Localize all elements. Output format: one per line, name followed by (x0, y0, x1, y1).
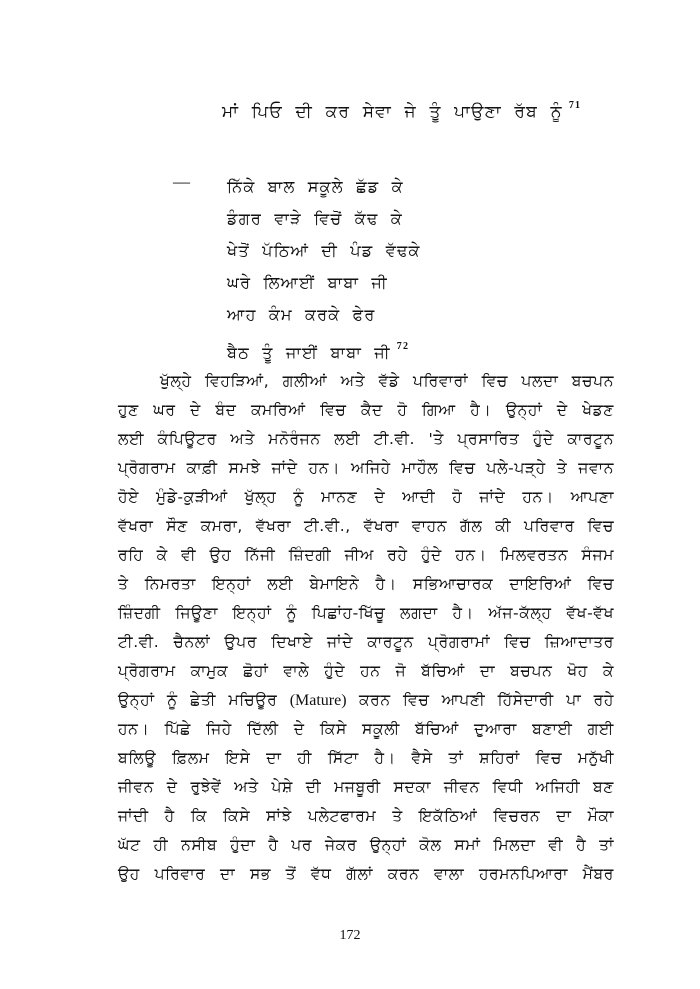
verse-line: ਘਰੇ ਲਿਆਈਂ ਬਾਬਾ ਜੀ (227, 273, 388, 292)
paragraph-line: ਉਹ ਪਰਿਵਾਰ ਦਾ ਸਭ ਤੋਂ ਵੱਧ ਗੱਲਾਂ ਕਰਨ ਵਾਲਾ ਹਰਮਨਪਿਆਰਾ ਮੈਂਬਰ (118, 865, 614, 883)
paragraph-line: ਰਹਿ ਕੇ ਵੀ ਉਹ ਨਿੱਜੀ ਜ਼ਿੰਦਗੀ ਜੀਅ ਰਹੇ ਹੁੰਦੇ ਹਨ। ਮਿਲਵਰਤਨ ਸੰਜਮ (118, 546, 614, 564)
paragraph-line: ਜਾਂਦੀ ਹੈ ਕਿ ਕਿਸੇ ਸਾਂਝੇ ਪਲੇਟਫਾਰਮ ਤੇ ਇਕੱਠਿਆਂ ਵਿਚਰਨ ਦਾ ਮੌਕਾ (118, 807, 614, 825)
verse-line-text: ਬੈਠ ਤੂੰ ਜਾਈਂ ਬਾਬਾ ਜੀ (227, 343, 391, 362)
english-term: (Mature) (289, 692, 347, 709)
footnote-marker: 72 (396, 341, 410, 352)
paragraph-line: ਟੀ.ਵੀ. ਚੈਨਲਾਂ ਉਪਰ ਦਿਖਾਏ ਜਾਂਦੇ ਕਾਰਟੂਨ ਪ੍ਰੋਗਰਾਮਾਂ ਵਿਚ ਜ਼ਿਆਦਾਤਰ (118, 633, 614, 651)
paragraph-line: ਜੀਵਨ ਦੇ ਰੁਝੇਵੇਂ ਅਤੇ ਪੇਸ਼ੇ ਦੀ ਮਜਬੂਰੀ ਸਦਕਾ ਜੀਵਨ ਵਿਧੀ ਅਜਿਹੀ ਬਣ (118, 778, 614, 796)
verse-line: ਡੰਗਰ ਵਾੜੇ ਵਿਚੋਂ ਕੱਢ ਕੇ (227, 209, 403, 228)
paragraph-line-mixed (118, 686, 614, 715)
paragraph-line: ਲਈ ਕੰਪਿਊਟਰ ਅਤੇ ਮਨੋਰੰਜਨ ਲਈ ਟੀ.ਵੀ. 'ਤੇ ਪ੍ਰਸਾਰਿਤ ਹੁੰਦੇ ਕਾਰਟੂਨ (118, 430, 614, 448)
paragraph-line: ਤੇ ਨਿਮਰਤਾ ਇਨ੍ਹਾਂ ਲਈ ਬੇਮਾਇਨੇ ਹੈ। ਸਭਿਆਚਾਰਕ ਦਾਇਰਿਆਂ ਵਿਚ (118, 575, 614, 593)
quote-line (222, 100, 581, 122)
verse-line-last (227, 331, 421, 363)
paragraph-line: ਹੁਣ ਘਰ ਦੇ ਬੰਦ ਕਮਰਿਆਂ ਵਿਚ ਕੈਦ ਹੋ ਗਿਆ ਹੈ। ਉਨ੍ਹਾਂ ਦੇ ਖੇਡਣ (118, 401, 614, 419)
paragraph-line: ਹੋਏ ਮੁੰਡੇ-ਕੁੜੀਆਂ ਖੁੱਲ੍ਹ ਨੂੰ ਮਾਨਣ ਦੇ ਆਦੀ ਹੋ ਜਾਂਦੇ ਹਨ। ਆਪਣਾ (118, 488, 614, 506)
paragraph-line: ਪ੍ਰੋਗਰਾਮ ਕਾਫ਼ੀ ਸਮਝੇ ਜਾਂਦੇ ਹਨ। ਅਜਿਹੇ ਮਾਹੌਲ ਵਿਚ ਪਲੇ-ਪੜ੍ਹੇ ਤੇ ਜਵਾਨ (118, 459, 614, 477)
text-segment: ਉਨ੍ਹਾਂ ਨੂੰ ਛੇਤੀ ਮਚਿਊਰ (118, 691, 290, 709)
paragraph-line: ਘੱਟ ਹੀ ਨਸੀਬ ਹੁੰਦਾ ਹੈ ਪਰ ਜੇਕਰ ਉਨ੍ਹਾਂ ਕੋਲ ਸਮਾਂ ਮਿਲਦਾ ਵੀ ਹੈ ਤਾਂ (118, 836, 614, 854)
page-number: 172 (339, 928, 361, 943)
footnote-marker: 71 (568, 100, 582, 111)
paragraph-line: ਹਨ। ਪਿੱਛੇ ਜਿਹੇ ਦਿੱਲੀ ਦੇ ਕਿਸੇ ਸਕੂਲੀ ਬੱਚਿਆਂ ਦੁਆਰਾ ਬਣਾਈ ਗਈ (118, 720, 614, 738)
verse-line: ਆਹ ਕੰਮ ਕਰਕੇ ਫੇਰ (227, 305, 376, 324)
paragraph-line: ਬਲਿਊ ਫ਼ਿਲਮ ਇਸੇ ਦਾ ਹੀ ਸਿੱਟਾ ਹੈ। ਵੈਸੇ ਤਾਂ ਸ਼ਹਿਰਾਂ ਵਿਚ ਮਨੁੱਖੀ (118, 749, 614, 767)
verse-block (227, 171, 421, 363)
text-segment: ਕਰਨ ਵਿਚ ਆਪਣੀ ਹਿੱਸੇਦਾਰੀ ਪਾ ਰਹੇ (346, 691, 614, 709)
quote-text: ਮਾਂ ਪਿਓ ਦੀ ਕਰ ਸੇਵਾ ਜੇ ਤੂੰ ਪਾਉਣਾ ਰੱਬ ਨੂੰ (222, 102, 563, 122)
paragraph-line: ਵੱਖਰਾ ਸੌਣ ਕਮਰਾ, ਵੱਖਰਾ ਟੀ.ਵੀ., ਵੱਖਰਾ ਵਾਹਨ ਗੱਲ ਕੀ ਪਰਿਵਾਰ ਵਿਚ (118, 517, 614, 535)
paragraph-line: ਖੁੱਲ੍ਹੇ ਵਿਹੜਿਆਂ, ਗਲੀਆਂ ਅਤੇ ਵੱਡੇ ਪਰਿਵਾਰਾਂ ਵਿਚ ਪਲਦਾ ਬਚਪਨ (160, 372, 614, 390)
body-paragraph (118, 367, 614, 889)
verse-line: ਨਿੱਕੇ ਬਾਲ ਸਕੂਲੇ ਛੱਡ ਕੇ (227, 177, 404, 196)
verse-line: ਖੇਤੋਂ ਪੱਠਿਆਂ ਦੀ ਪੰਡ ਵੱਢਕੇ (227, 241, 421, 260)
verse-dash: — (173, 172, 190, 191)
paragraph-line: ਜ਼ਿੰਦਗੀ ਜਿਊਣਾ ਇਨ੍ਹਾਂ ਨੂੰ ਪਿਛਾਂਹ-ਖਿੱਚੂ ਲਗਦਾ ਹੈ। ਅੱਜ-ਕੱਲ੍ਹ ਵੱਖ-ਵੱਖ (118, 604, 614, 622)
paragraph-line: ਪ੍ਰੋਗਰਾਮ ਕਾਮੁਕ ਛੋਹਾਂ ਵਾਲੇ ਹੁੰਦੇ ਹਨ ਜੋ ਬੱਚਿਆਂ ਦਾ ਬਚਪਨ ਖੋਹ ਕੇ (118, 662, 614, 680)
